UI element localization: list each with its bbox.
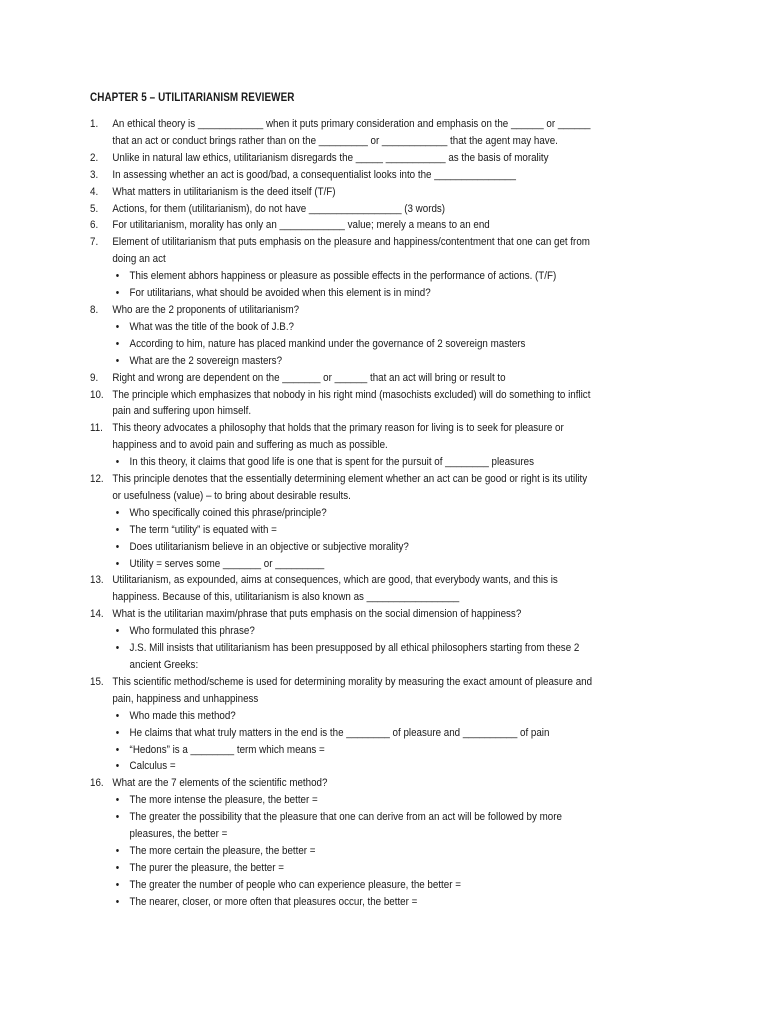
question-text: Unlike in natural law ethics, utilitarianism disregards the _____ ___________ as the basis of morality [112,151,549,164]
sub-question-text: Does utilitarianism believe in an objective or subjective morality? [129,540,409,553]
document-title: CHAPTER 5 – UTILITARIANISM REVIEWER [90,92,295,104]
question-number: 13. [90,574,104,587]
question-text: The principle which emphasizes that nobody in his right mind (masochists excluded) will do something to inflict [112,388,591,401]
question-text: pain and suffering upon himself. [112,405,252,418]
bullet-icon: • [115,506,120,519]
question-text: For utilitarianism, morality has only an ____________ value; merely a means to an end [112,219,490,232]
question-item [90,606,606,623]
question-text: This theory advocates a philosophy that holds that the primary reason for living is to seek for pleasure or [112,422,564,435]
question-text: An ethical theory is ____________ when it puts primary consideration and emphasis on the ______ or ______ [112,118,591,130]
question-text: This principle denotes that the essentially determining element whether an act can be good or right is its utility [112,473,588,486]
question-item [90,674,606,691]
question-number: 2. [90,151,99,164]
question-text: happiness and to avoid pain and suffering as much as possible. [112,439,388,452]
bullet-icon: • [115,895,120,908]
sub-question [90,623,606,640]
sub-question-text: The greater the number of people who can experience pleasure, the better = [129,878,461,891]
bullet-icon: • [115,523,120,536]
bullet-icon: • [115,557,120,570]
question-text: Actions, for them (utilitarianism), do not have _________________ (3 words) [112,202,446,215]
question-item [90,420,606,437]
question-item [90,201,606,218]
sub-question-text: The more certain the pleasure, the better = [129,844,316,857]
question-item [90,184,606,201]
sub-question [90,539,606,556]
question-text-continued [90,437,606,454]
question-number: 11. [90,422,103,435]
question-number: 15. [90,675,104,688]
sub-question-text: The nearer, closer, or more often that pleasures occur, the better = [129,895,418,908]
sub-question [90,522,606,539]
question-item [90,234,606,251]
bullet-icon: • [115,320,120,333]
bullet-icon: • [115,861,120,874]
sub-question-text: The more intense the pleasure, the better = [129,794,318,807]
question-number: 14. [90,608,104,621]
question-text: happiness. Because of this, utilitarianism is also known as _________________ [112,591,460,604]
bullet-icon: • [115,844,120,857]
sub-question-text: The term “utility” is equated with = [129,523,277,536]
sub-question-text: This element abhors happiness or pleasure as possible effects in the performance of actions. (T/F) [129,270,557,283]
bullet-icon: • [115,726,120,739]
sub-question-text: According to him, nature has placed mankind under the governance of 2 sovereign masters [129,337,526,350]
question-text: What is the utilitarian maxim/phrase that puts emphasis on the social dimension of happiness? [112,608,522,621]
sub-question-text: Calculus = [129,760,176,773]
question-text-continued [90,403,606,420]
sub-question-text: Who made this method? [129,709,236,722]
sub-question-text: Who specifically coined this phrase/principle? [129,506,327,519]
question-number: 9. [90,371,99,384]
question-number: 12. [90,473,104,486]
question-number: 7. [90,236,99,249]
sub-question [90,556,606,573]
bullet-icon: • [115,878,120,891]
bullet-icon: • [115,760,120,773]
sub-question [90,319,606,336]
sub-question [90,792,606,809]
question-number: 1. [90,118,99,130]
question-text: Who are the 2 proponents of utilitarianism? [112,303,300,316]
bullet-icon: • [115,270,120,283]
question-text: doing an act [112,253,166,266]
question-text: that an act or conduct brings rather than on the _________ or ____________ that the agent may have. [112,134,558,147]
bullet-icon: • [115,811,120,824]
question-item [90,387,606,404]
question-text: This scientific method/scheme is used for determining morality by measuring the exact amount of pleasure and [112,675,593,688]
question-item [90,471,606,488]
sub-question-text: What are the 2 sovereign masters? [129,354,283,367]
question-item [90,775,606,792]
bullet-icon: • [115,625,120,638]
bullet-icon: • [115,354,120,367]
bullet-icon: • [115,794,120,807]
question-number: 10. [90,388,104,401]
question-text: What are the 7 elements of the scientific method? [112,777,328,790]
question-text: Element of utilitarianism that puts emphasis on the pleasure and happiness/contentment that one can get from [112,236,590,249]
sub-question-text: “Hedons” is a ________ term which means = [129,743,325,756]
sub-question [90,336,606,353]
bullet-icon: • [115,540,120,553]
question-number: 5. [90,202,99,215]
sub-question-text: pleasures, the better = [129,828,228,841]
question-text-continued [90,133,606,150]
sub-question-continued [90,826,606,843]
bullet-icon: • [115,642,120,655]
sub-question [90,353,606,370]
bullet-icon: • [115,337,120,350]
document-page [90,92,690,911]
sub-question-text: The purer the pleasure, the better = [129,861,284,874]
question-text-continued [90,251,606,268]
question-number: 16. [90,777,104,790]
sub-question-text: What was the title of the book of J.B.? [129,320,295,333]
question-item [90,217,606,234]
question-item [90,150,606,167]
sub-question-text: ancient Greeks: [129,659,199,671]
question-number: 6. [90,219,99,232]
question-text: or usefulness (value) – to bring about desirable results. [112,489,351,502]
sub-question [90,758,606,775]
question-item [90,302,606,319]
question-item [90,370,606,387]
sub-question [90,725,606,742]
sub-question [90,894,606,911]
sub-question [90,454,606,471]
question-text: pain, happiness and unhappiness [112,692,259,705]
sub-question-continued [90,657,606,674]
question-text: In assessing whether an act is good/bad, a consequentialist looks into the _______________ [112,168,516,181]
question-text: Utilitarianism, as expounded, aims at consequences, which are good, that everybody wants, and this is [112,574,558,587]
bullet-icon: • [115,287,120,300]
bullet-icon: • [115,743,120,756]
question-text: Right and wrong are dependent on the _______ or ______ that an act will bring or result to [112,371,506,384]
sub-question [90,640,606,657]
sub-question [90,505,606,522]
question-text-continued [90,589,606,606]
sub-question-text: In this theory, it claims that good life is one that is spent for the pursuit of ________ pleasures [129,456,534,469]
sub-question-text: Utility = serves some _______ or _________ [129,557,325,570]
sub-question [90,285,606,302]
sub-question [90,860,606,877]
sub-question [90,268,606,285]
sub-question-text: For utilitarians, what should be avoided when this element is in mind? [129,287,431,300]
sub-question-text: He claims that what truly matters in the end is the ________ of pleasure and __________ of pain [129,726,550,739]
bullet-icon: • [115,709,120,722]
question-number: 3. [90,168,99,181]
sub-question [90,843,606,860]
question-item [90,167,606,184]
sub-question [90,708,606,725]
sub-question-text: Who formulated this phrase? [129,625,255,638]
reviewer-list [90,116,690,911]
sub-question-text: The greater the possibility that the pleasure that one can derive from an act will be followed by more [129,811,562,824]
question-number: 8. [90,303,99,316]
question-text: What matters in utilitarianism is the deed itself (T/F) [112,185,336,198]
question-text-continued [90,691,606,708]
sub-question-text: J.S. Mill insists that utilitarianism has been presupposed by all ethical philosophers starting from these 2 [129,642,580,655]
question-item [90,116,606,133]
question-number: 4. [90,185,99,198]
bullet-icon: • [115,456,120,469]
sub-question [90,809,606,826]
sub-question [90,742,606,759]
question-item [90,572,606,589]
sub-question [90,877,606,894]
question-text-continued [90,488,606,505]
